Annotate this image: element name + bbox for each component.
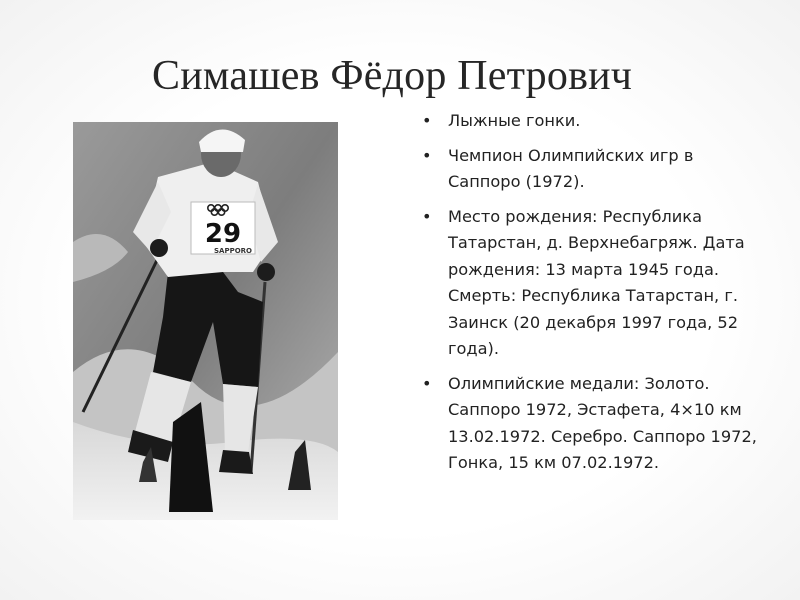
bullet-list (422, 108, 762, 485)
slide-title: Симашев Фёдор Петрович (152, 53, 633, 99)
bullet-dot: • (422, 111, 432, 130)
bullet-text: Чемпион Олимпийских игр в Саппоро (1972). (448, 145, 694, 191)
bullet-text: Место рождения: Республика Татарстан, д. Верхнебагряж. Дата рождения: 13 марта 1945 года. Смерть: Республика Татарстан, г. Заинск (20 декабря 1997 года, 52 года). (448, 206, 745, 358)
bullet-dot: • (422, 206, 432, 226)
bullet-item (422, 371, 762, 477)
bullet-text: Лыжные гонки. (448, 111, 581, 130)
bib-text: SAPPORO (213, 247, 253, 255)
bullet-text: Олимпийские медали: Золото. Саппоро 1972, Эстафета, 4×10 км 13.02.1972. Серебро. Саппоро 1972, Гонка, 15 км 07.02.1972. (448, 373, 757, 472)
bullet-item (422, 143, 762, 196)
skier-photo (73, 122, 338, 520)
bib-number: 29 (204, 219, 242, 249)
bullet-item (422, 204, 762, 363)
bullet-dot: • (422, 145, 432, 165)
bullet-item (422, 108, 762, 135)
bullet-dot: • (422, 373, 432, 393)
